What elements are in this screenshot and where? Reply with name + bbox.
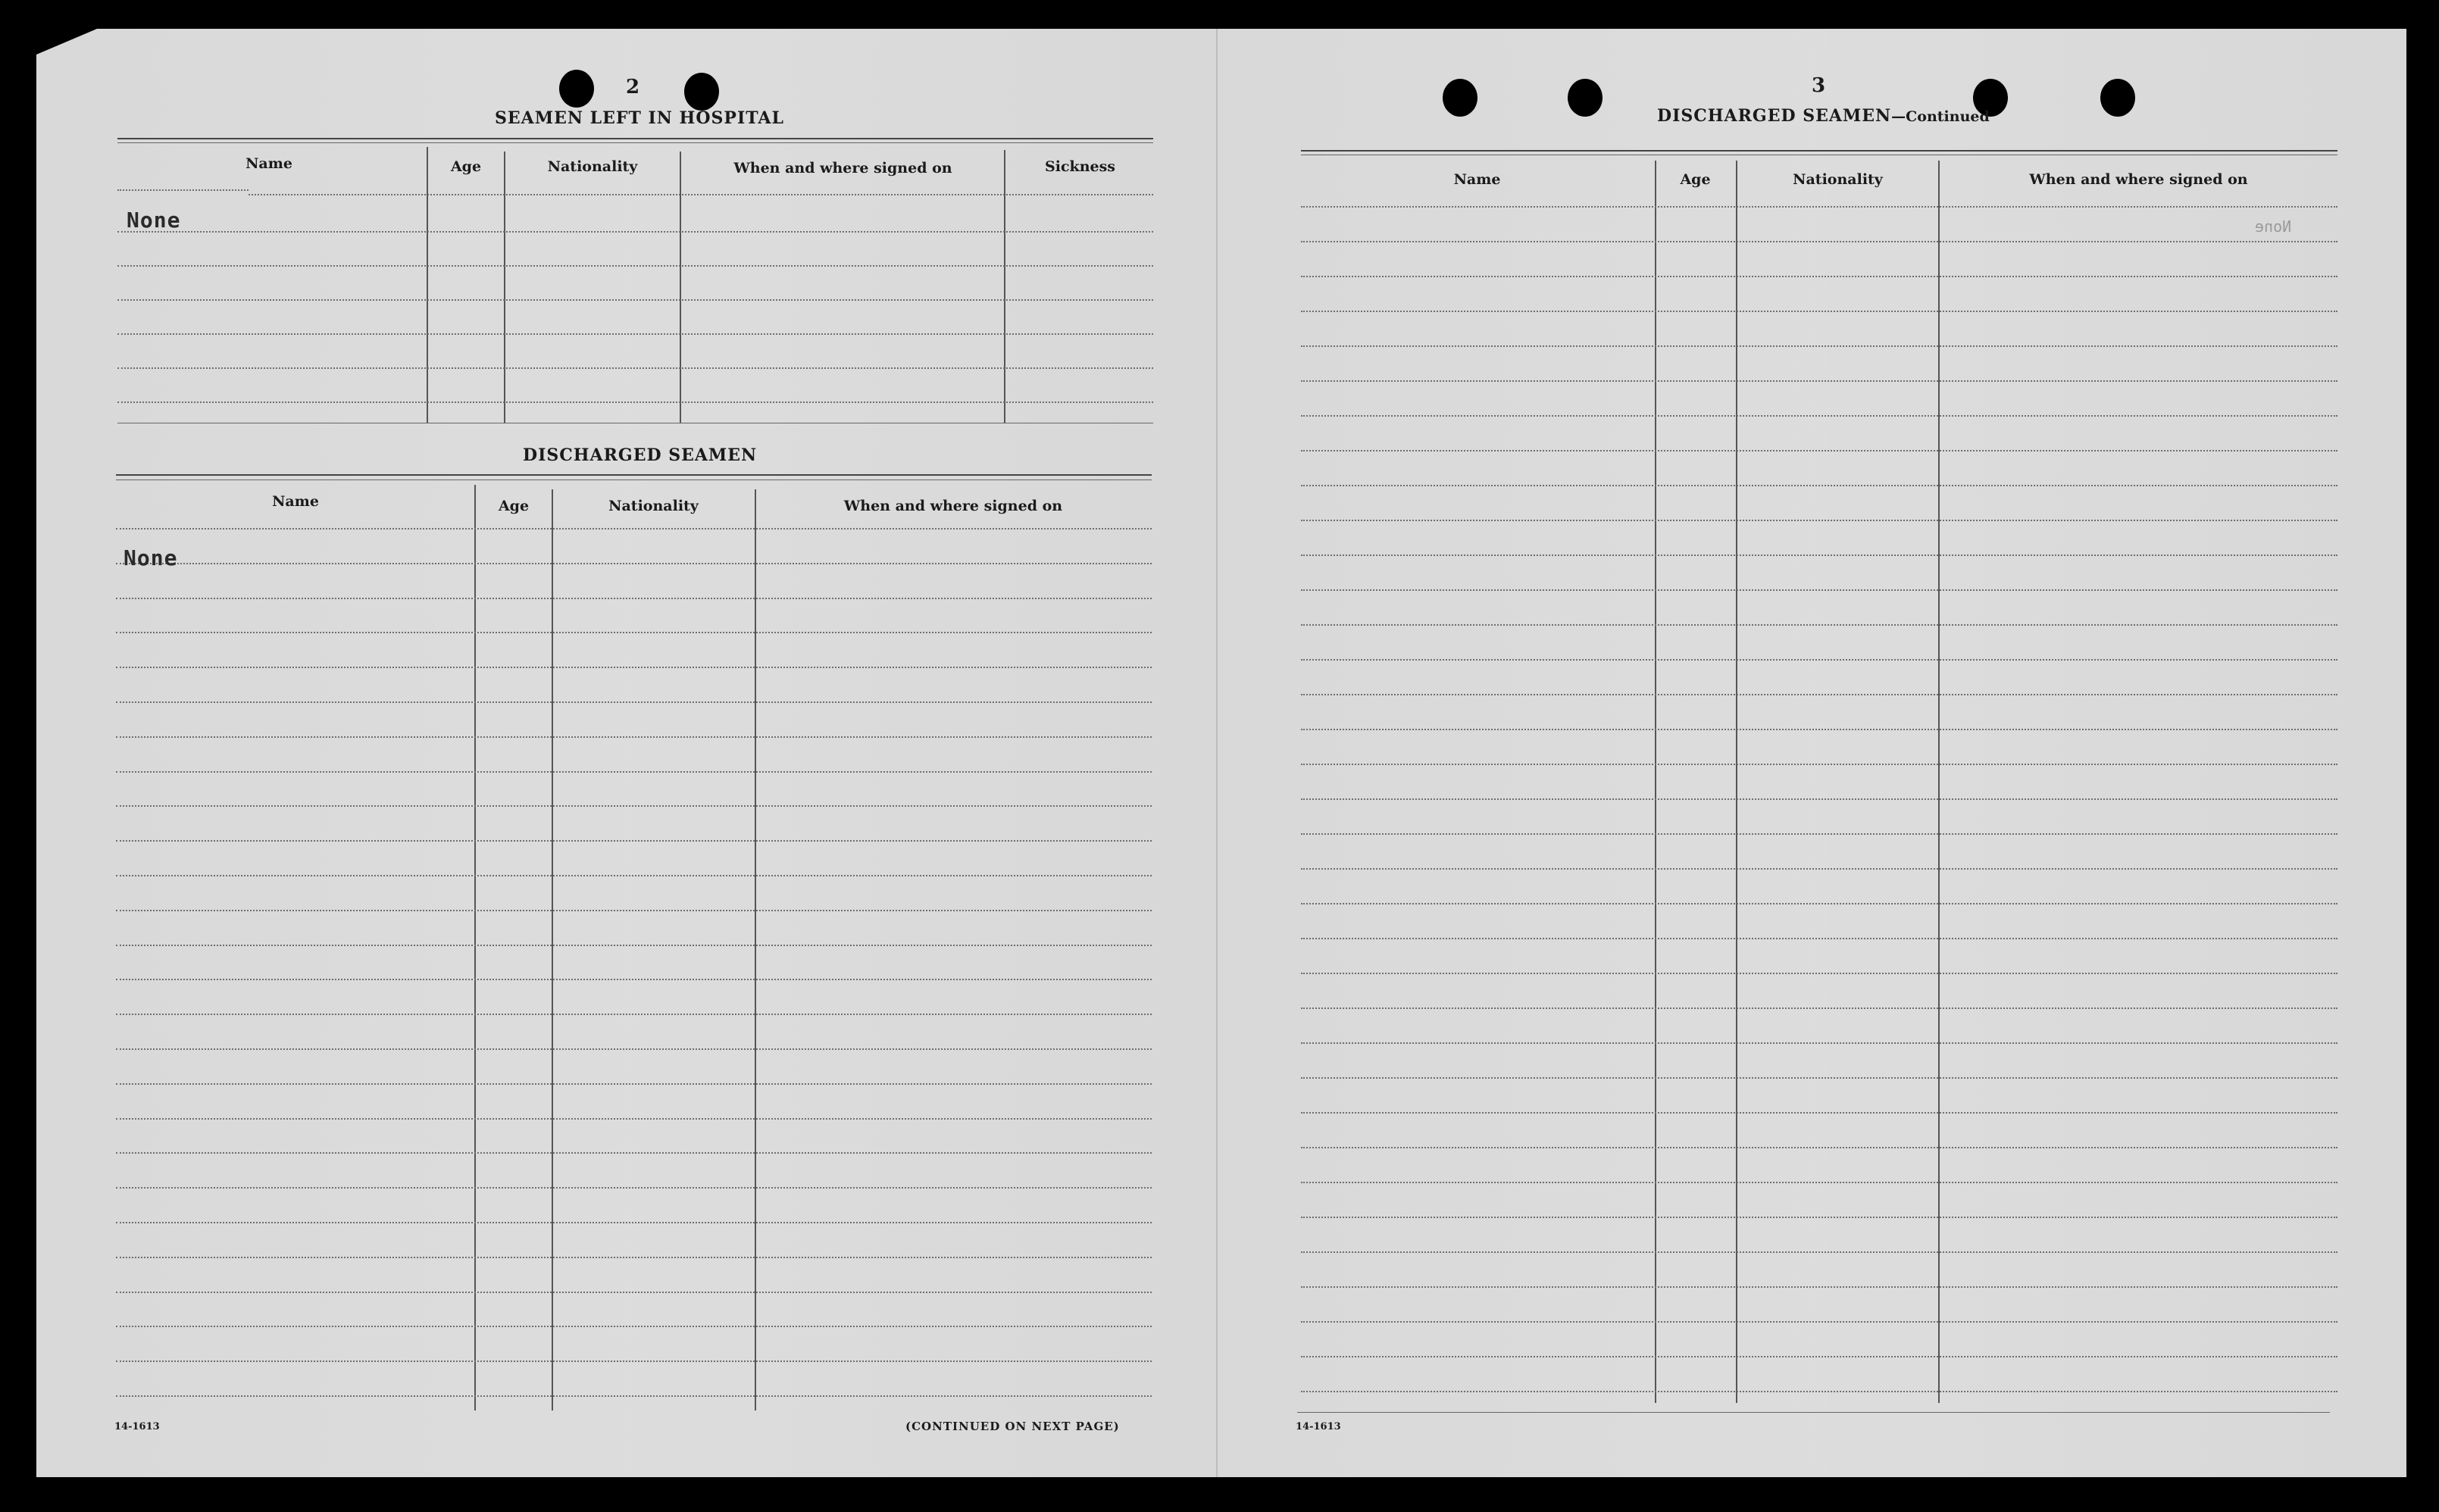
row-line (1301, 659, 2337, 661)
row-line (1301, 1321, 2337, 1323)
discharged-section-title: DISCHARGED SEAMEN (523, 445, 758, 465)
column-header-age: Age (450, 158, 482, 175)
row-line (116, 563, 1152, 564)
row-line (116, 1326, 1152, 1327)
form-number-right: 14-1613 (1296, 1421, 1341, 1432)
continued-suffix: —Continued (1891, 108, 1990, 125)
rule (1297, 1412, 2330, 1413)
row-line (116, 1395, 1152, 1397)
form-number-left: 14-1613 (114, 1421, 160, 1432)
row-line (1301, 1007, 2337, 1009)
row-line (116, 598, 1152, 599)
bleed-through-text: None (2255, 217, 2292, 236)
row-line (1301, 624, 2337, 626)
row-line (116, 632, 1152, 633)
column-header-age: Age (498, 498, 530, 514)
row-line (116, 1083, 1152, 1085)
column-header-signed-on: When and where signed on (733, 160, 952, 177)
row-line (1301, 764, 2337, 765)
row-line (1301, 555, 2337, 556)
row-line (117, 231, 1153, 233)
row-line (1301, 694, 2337, 695)
column-divider (474, 485, 476, 1410)
column-divider (1004, 150, 1005, 423)
punch-hole (1568, 79, 1603, 117)
column-header-name: Name (272, 493, 319, 510)
header-rule (249, 194, 1153, 195)
row-line (1301, 1251, 2337, 1253)
row-line (1301, 1217, 2337, 1218)
row-line (117, 333, 1153, 335)
row-line (116, 736, 1152, 738)
row-line (1301, 1182, 2337, 1183)
rule (117, 142, 1153, 143)
row-line (1301, 973, 2337, 974)
row-line (116, 771, 1152, 773)
row-line (1301, 729, 2337, 730)
row-line (117, 265, 1153, 267)
row-line (116, 805, 1152, 807)
hospital-entry-name: None (127, 208, 181, 233)
punch-hole (1443, 79, 1477, 117)
punch-hole (559, 70, 594, 108)
row-line (1301, 798, 2337, 800)
row-line (116, 1222, 1152, 1223)
rule (116, 474, 1152, 476)
rule (117, 138, 1153, 139)
discharged-continued-title (1657, 106, 1990, 126)
column-divider (680, 152, 681, 423)
row-line (116, 840, 1152, 842)
row-line (116, 1187, 1152, 1189)
right-page (1218, 29, 2406, 1477)
row-line (1301, 276, 2337, 277)
row-line (1301, 1112, 2337, 1114)
row-line (117, 401, 1153, 403)
row-line (1301, 380, 2337, 382)
header-rule (117, 189, 249, 191)
row-line (116, 1118, 1152, 1120)
row-line (1301, 345, 2337, 347)
column-header-nationality: Nationality (547, 158, 638, 175)
rule (1301, 150, 2337, 152)
row-line (1301, 868, 2337, 870)
column-divider (427, 147, 428, 423)
row-line (116, 1152, 1152, 1154)
row-line (1301, 1391, 2337, 1392)
column-divider (755, 489, 756, 1410)
row-line (1301, 1356, 2337, 1357)
row-line (1301, 520, 2337, 521)
row-line (116, 701, 1152, 703)
discharged-continued-title-text: DISCHARGED SEAMEN (1657, 106, 1892, 126)
row-line (1301, 1147, 2337, 1148)
row-line (1301, 1077, 2337, 1079)
row-line (116, 1014, 1152, 1015)
column-header-name: Name (1453, 171, 1501, 188)
column-header-nationality: Nationality (608, 498, 699, 514)
row-line (116, 910, 1152, 911)
row-line (1301, 833, 2337, 835)
row-line (1301, 903, 2337, 904)
row-line (1301, 485, 2337, 486)
row-line (1301, 206, 2337, 208)
row-line (1301, 589, 2337, 591)
punch-hole (684, 73, 719, 111)
row-line (116, 979, 1152, 980)
continued-note: (CONTINUED ON NEXT PAGE) (905, 1420, 1120, 1433)
column-header-nationality: Nationality (1793, 171, 1883, 188)
row-line (116, 667, 1152, 668)
row-line (1301, 938, 2337, 939)
row-line (117, 299, 1153, 301)
punch-hole (2100, 79, 2135, 117)
row-line (116, 945, 1152, 946)
page-number-left: 2 (626, 76, 640, 98)
row-line (116, 875, 1152, 876)
column-header-age: Age (1680, 171, 1711, 188)
row-line (116, 1257, 1152, 1258)
center-fold (1216, 29, 1218, 1477)
row-line (116, 528, 1152, 530)
row-line (1301, 450, 2337, 451)
row-line (1301, 415, 2337, 417)
row-line (116, 1292, 1152, 1293)
column-header-sickness: Sickness (1045, 158, 1115, 175)
row-line (1301, 1286, 2337, 1288)
row-line (116, 1360, 1152, 1362)
row-line (1301, 1042, 2337, 1044)
row-line (117, 367, 1153, 369)
column-divider (552, 489, 553, 1410)
row-line (1301, 241, 2337, 242)
column-header-signed-on: When and where signed on (2029, 171, 2248, 188)
discharged-entry-name: None (124, 545, 178, 570)
left-page (36, 29, 1218, 1477)
row-line (116, 1048, 1152, 1050)
column-header-signed-on: When and where signed on (843, 498, 1063, 514)
column-header-name: Name (245, 155, 292, 172)
column-divider (504, 152, 505, 423)
row-line (1301, 311, 2337, 312)
page-number-right: 3 (1812, 74, 1826, 97)
hospital-section-title: SEAMEN LEFT IN HOSPITAL (495, 108, 784, 128)
